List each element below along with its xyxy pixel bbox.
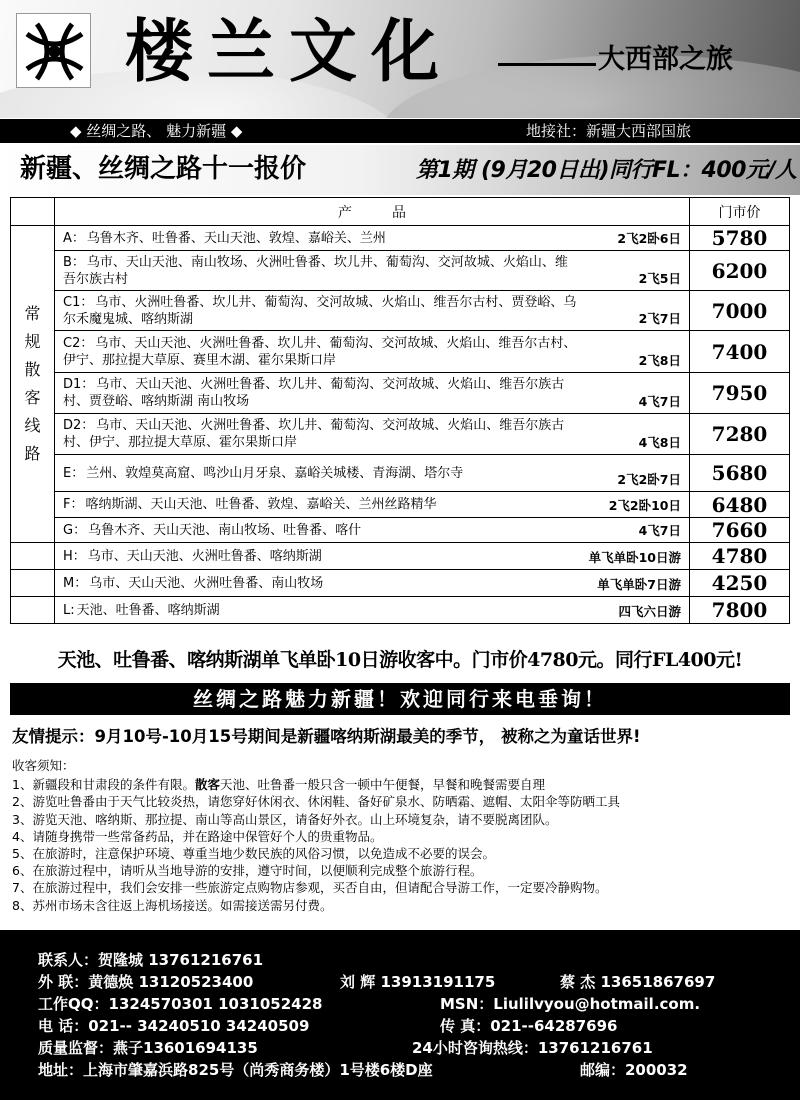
hotline: 24小时咨询热线：13761216761 [412, 1039, 653, 1057]
duration-label: 2飞5日 [638, 271, 681, 286]
header-banner [0, 0, 800, 118]
duration-label: 单飞单卧7日游 [597, 577, 681, 592]
route-cell: C1： 乌市、火洲吐鲁番、坎儿井、葡萄沟、交河故城、火焰山、维吾尔古村、贾登峪、乌尔禾魔鬼城、喀纳斯湖 2飞7日 [55, 291, 690, 331]
brand-title: 楼兰文化 [125, 12, 454, 92]
regular-routes-label: 常 规 散 客 线 路 [11, 226, 55, 543]
price-cell: 6200 [690, 251, 790, 291]
duration-label: 2飞2卧10日 [608, 498, 681, 513]
promo-headline: 天池、吐鲁番、喀纳斯湖单飞单卧10日游收客中。门市价4780元。同行FL400元! [57, 649, 743, 671]
route-cell: L: 天池、吐鲁番、喀纳斯湖 四飞六日游 [55, 597, 690, 624]
sub-banner-slogan: ◆ 丝绸之路、 魅力新疆 ◆ [70, 122, 243, 140]
table-row [11, 331, 790, 373]
outreach-contact: 蔡 杰 13651867697 [560, 973, 716, 991]
fax-number: 传 真：021--64287696 [440, 1017, 618, 1035]
duration-label: 2飞8日 [638, 353, 681, 368]
route-cell: G： 乌鲁木齐、天山天池、南山牧场、吐鲁番、喀什 4飞7日 [55, 518, 690, 543]
price-cell: 7950 [690, 373, 790, 414]
table-row [11, 570, 790, 597]
duration-label: 2飞7日 [638, 311, 681, 326]
duration-label: 2飞2卧7日 [617, 472, 681, 487]
route-cell: B： 乌市、天山天池、南山牧场、火洲吐鲁番、坎儿井、葡萄沟、交河故城、火焰山、维吾尔族古村 2飞5日 [55, 251, 690, 291]
note-item: 2、游览吐鲁番由于天气比较炎热，请您穿好休闲衣、休闲鞋、备好矿泉水、防晒霜、遮帽、太阳伞等防晒工具 [12, 794, 620, 810]
route-cell: C2： 乌市、天山天池、火洲吐鲁番、坎儿井、葡萄沟、交河故城、火焰山、维吾尔古村、伊宁、那拉提大草原、赛里木湖、霍尔果斯口岸 2飞8日 [55, 331, 690, 373]
contact-person: 联系人：贺隆城 13761216761 [38, 951, 264, 969]
price-cell: 7800 [690, 597, 790, 624]
sub-banner-agency: 地接社：新疆大西部国旅 [526, 122, 692, 140]
price-table [10, 197, 790, 624]
price-cell: 4250 [690, 570, 790, 597]
address: 地址：上海市肇嘉浜路825号（尚秀商务楼）1号楼6楼D座 [38, 1061, 433, 1079]
duration-label: 4飞7日 [638, 394, 681, 409]
sub-banner [0, 119, 800, 143]
duration-label: 4飞8日 [638, 435, 681, 450]
table-row [11, 597, 790, 624]
table-row [11, 226, 790, 251]
note-item: 5、在旅游时，注意保护环境、尊重当地少数民族的风俗习惯，以免造成不必要的误会。 [12, 846, 495, 862]
table-corner [11, 198, 55, 226]
note-item: 3、游览天池、喀纳斯、那拉提、南山等高山景区，请备好外衣。山上环境复杂，请不要脱离团队。 [12, 811, 558, 827]
brand-divider [498, 63, 596, 66]
product-column-header: 产品 [55, 198, 690, 226]
empty-side-cell [11, 570, 55, 597]
table-row [11, 373, 790, 414]
table-row [11, 291, 790, 331]
note-item: 4、请随身携带一些常备药品，并在路途中保管好个人的贵重物品。 [12, 828, 383, 844]
empty-side-cell [11, 543, 55, 570]
brand-tagline: 大西部之旅 [598, 44, 733, 75]
duration-label: 单飞单卧10日游 [588, 550, 681, 565]
price-cell: 7660 [690, 518, 790, 543]
price-cell: 5780 [690, 226, 790, 251]
duration-label: 4飞7日 [638, 523, 681, 538]
quality-supervision: 质量监督：燕子13601694135 [38, 1039, 258, 1057]
note-item: 6、在旅游过程中，请听从当地导游的安排，遵守时间，以便顺利完成整个旅游行程。 [12, 863, 483, 879]
notes-title: 收客须知： [12, 758, 75, 773]
route-cell: M： 乌市、天山天池、火洲吐鲁番、南山牧场 单飞单卧7日游 [55, 570, 690, 597]
table-row [11, 251, 790, 291]
price-cell: 4780 [690, 543, 790, 570]
quote-title: 新疆、丝绸之路十一报价 [20, 154, 307, 184]
phone-number: 电 话：021-- 34240510 34240509 [38, 1017, 310, 1035]
friendly-tip: 友情提示：9月10号-10月15号期间是新疆喀纳斯湖最美的季节， 被称之为童话世界! [12, 727, 641, 746]
route-cell: A： 乌鲁木齐、吐鲁番、天山天池、敦煌、嘉峪关、兰州 2飞2卧6日 [55, 226, 690, 251]
msn-contact: MSN：Liulilvyou@hotmail.com. [440, 995, 701, 1013]
price-column-header: 门市价 [690, 198, 790, 226]
note-item: 8、苏州市场未含往返上海机场接送。如需接送需另付费。 [12, 897, 333, 913]
contact-footer [0, 930, 800, 1100]
route-cell: D1： 乌市、天山天池、火洲吐鲁番、坎儿井、葡萄沟、交河故城、火焰山、维吾尔族古村、贾登峪、喀纳斯湖 南山牧场 4飞7日 [55, 373, 690, 414]
price-cell: 7000 [690, 291, 790, 331]
work-qq: 工作QQ：1324570301 1031052428 [38, 995, 323, 1013]
quote-period: 第1期 (9月20日出)同行FL：400元/人 [416, 158, 797, 183]
table-row [11, 414, 790, 455]
route-cell: E： 兰州、敦煌莫高窟、鸣沙山月牙泉、嘉峪关城楼、青海湖、塔尔寺 2飞2卧7日 [55, 455, 690, 492]
price-cell: 6480 [690, 492, 790, 518]
price-cell: 7400 [690, 331, 790, 373]
outreach-contact: 外 联：黄德焕 13120523400 [38, 973, 254, 991]
outreach-contact: 刘 辉 13913191175 [340, 973, 496, 991]
table-row [11, 492, 790, 518]
table-row [11, 518, 790, 543]
table-row [11, 455, 790, 492]
postcode: 邮编：200032 [580, 1061, 688, 1079]
price-cell: 5680 [690, 455, 790, 492]
table-row [11, 543, 790, 570]
route-cell: H： 乌市、天山天池、火洲吐鲁番、喀纳斯湖 单飞单卧10日游 [55, 543, 690, 570]
duration-label: 四飞六日游 [618, 604, 681, 619]
empty-side-cell [11, 597, 55, 624]
price-cell: 7280 [690, 414, 790, 455]
table-header-row [11, 198, 790, 226]
company-logo-icon [16, 13, 91, 88]
welcome-banner: 丝绸之路魅力新疆！欢迎同行来电垂询！ [10, 683, 790, 715]
route-cell: F： 喀纳斯湖、天山天池、吐鲁番、敦煌、嘉峪关、兰州丝路精华 2飞2卧10日 [55, 492, 690, 518]
note-item: 1、新疆段和甘肃段的条件有限。散客天池、吐鲁番一般只含一顿中午便餐，早餐和晚餐需要自理 [12, 777, 545, 793]
route-cell: D2： 乌市、天山天池、火洲吐鲁番、坎儿井、葡萄沟、交河故城、火焰山、维吾尔族古村、伊宁、那拉提大草原、霍尔果斯口岸 4飞8日 [55, 414, 690, 455]
duration-label: 2飞2卧6日 [617, 231, 681, 246]
note-item: 7、在旅游过程中，我们会安排一些旅游定点购物店参观，买否自由，但请配合导游工作，一定要冷静购物。 [12, 880, 608, 896]
booking-notes [12, 757, 792, 914]
